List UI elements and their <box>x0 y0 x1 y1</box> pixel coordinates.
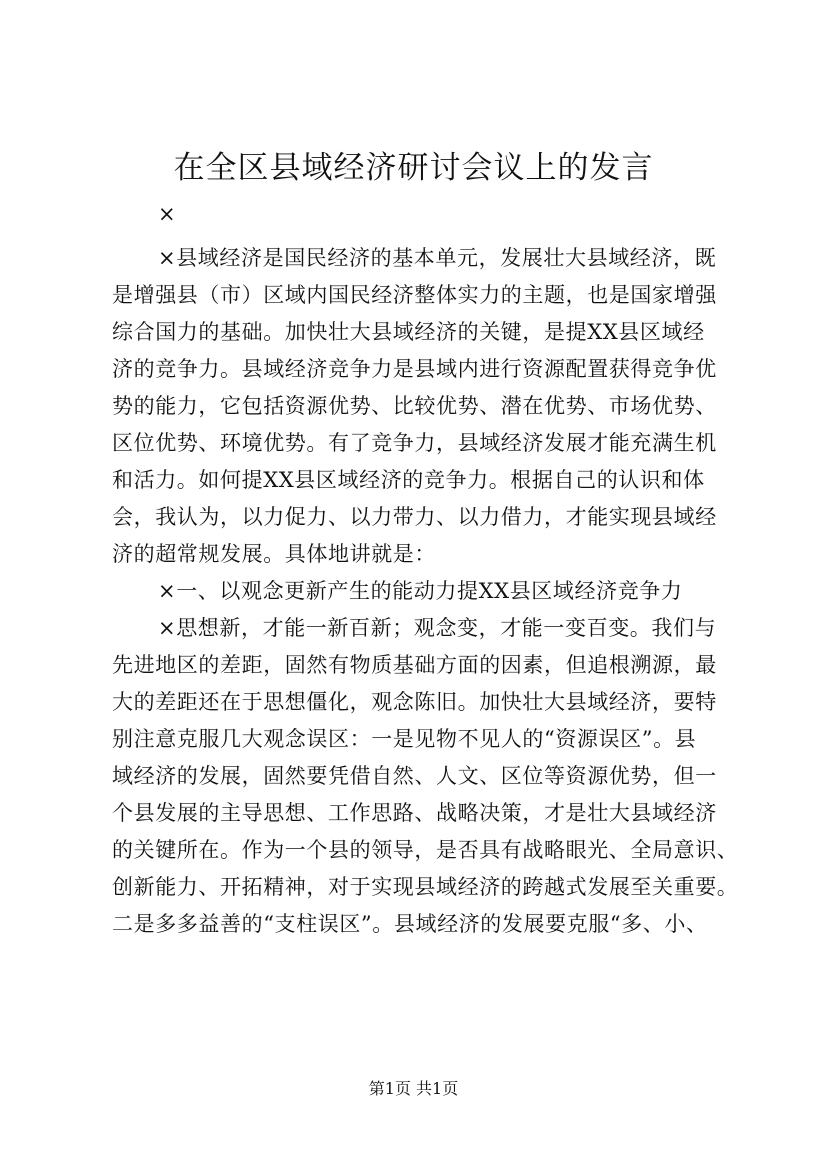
body-line: 大的差距还在于思想僵化，观念陈旧。加快壮大县域经济，要特 <box>112 690 717 714</box>
body-line: ×县域经济是国民经济的基本单元，发展壮大县域经济，既 <box>158 246 717 270</box>
body-line: 势的能力，它包括资源优势、比较优势、潜在优势、市场优势、 <box>112 394 717 418</box>
body-line: 域经济的发展，固然要凭借自然、人文、区位等资源优势，但一 <box>112 764 717 788</box>
body-line: 是增强县（市）区域内国民经济整体实力的主题，也是国家增强 <box>112 283 717 307</box>
body-line: 个县发展的主导思想、工作思路、战略决策，才是壮大县域经济 <box>112 801 717 825</box>
body-line: 的关键所在。作为一个县的领导，是否具有战略眼光、全局意识、 <box>112 838 739 862</box>
body-line: 和活力。如何提XX县区域经济的竞争力。根据自己的认识和体 <box>112 468 705 492</box>
body-line: 济的超常规发展。具体地讲就是： <box>112 542 436 566</box>
body-line: ×一、以观念更新产生的能动力提XX县区域经济竞争力 <box>158 579 683 603</box>
body-line: ×思想新，才能一新百新；观念变，才能一变百变。我们与 <box>158 616 717 640</box>
body-line: 别注意克服几大观念误区：一是见物不见人的“资源误区”。县 <box>112 727 697 751</box>
body-line: 区位优势、环境优势。有了竞争力，县域经济发展才能充满生机 <box>112 431 717 455</box>
body-line: 会，我认为，以力促力、以力带力、以力借力，才能实现县域经 <box>112 505 717 529</box>
author-line: × <box>158 202 176 226</box>
document-title: 在全区县域经济研讨会议上的发言 <box>173 150 654 186</box>
body-line: 济的竞争力。县域经济竞争力是县域内进行资源配置获得竞争优 <box>112 357 717 381</box>
body-line: 综合国力的基础。加快壮大县域经济的关键，是提XX县区域经 <box>112 320 705 344</box>
body-line: 二是多多益善的“支柱误区”。县域经济的发展要克服“多、小、 <box>112 912 708 936</box>
body-text <box>112 240 742 943</box>
body-line: 先进地区的差距，固然有物质基础方面的因素，但追根溯源，最 <box>112 653 717 677</box>
page-footer: 第1页 共1页 <box>368 1079 459 1098</box>
body-line: 创新能力、开拓精神，对于实现县域经济的跨越式发展至关重要。 <box>112 875 739 899</box>
